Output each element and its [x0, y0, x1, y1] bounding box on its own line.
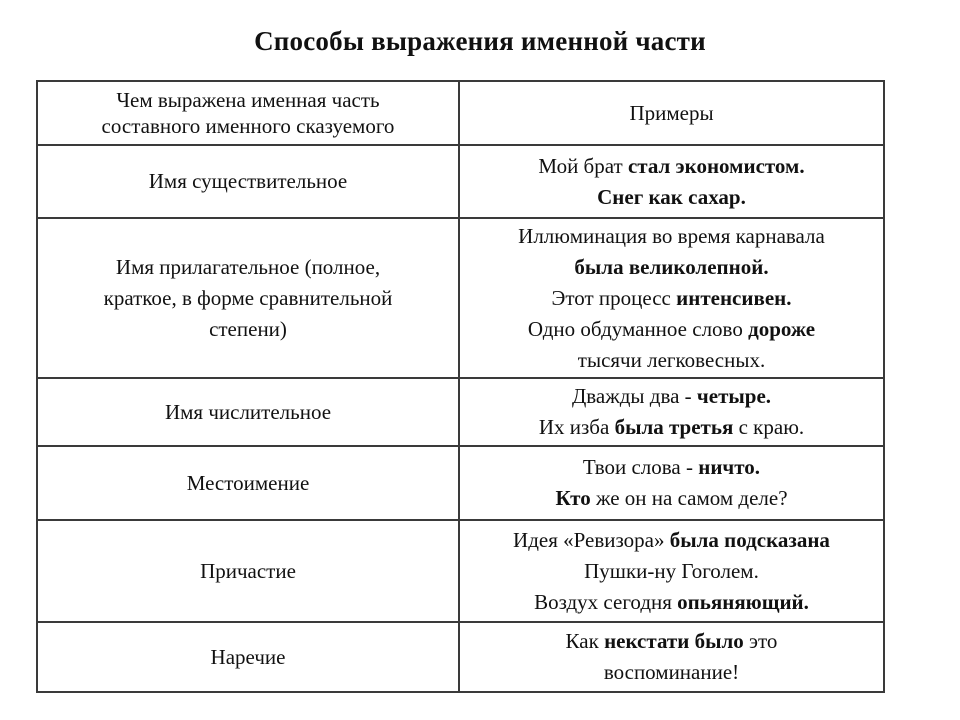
header-cell-examples — [459, 81, 884, 145]
example-text: Как — [565, 629, 605, 653]
type-label-line: степени) — [209, 316, 287, 341]
example-predicate: дороже — [748, 316, 816, 341]
example-predicate: была подсказана — [669, 527, 830, 552]
table-header-row — [37, 81, 884, 145]
example-predicate: Снег как сахар. — [597, 184, 746, 209]
example-text: с краю. — [733, 415, 805, 439]
example-text: Одно обдуманное слово — [527, 316, 749, 341]
predicate-table — [36, 80, 885, 693]
example-line — [466, 556, 877, 587]
example-text: Твои слова - — [582, 455, 699, 479]
example-text: Идея «Ревизора» — [513, 527, 670, 552]
example-predicate: некстати было — [604, 629, 744, 653]
example-cell — [459, 378, 884, 446]
page-title: Способы выражения именной части — [254, 26, 706, 56]
type-cell — [37, 520, 459, 622]
example-line — [466, 587, 877, 618]
type-label: Местоимение — [186, 470, 310, 495]
example-predicate: ничто. — [698, 455, 761, 479]
type-label: Наречие — [210, 644, 286, 669]
type-cell — [37, 378, 459, 446]
table-row — [37, 378, 884, 446]
type-cell — [37, 218, 459, 378]
example-line — [466, 151, 877, 182]
example-text: же он на самом деле? — [590, 486, 788, 510]
example-predicate: опьяняющий. — [677, 589, 809, 614]
type-label: Причастие — [200, 558, 296, 583]
example-cell — [459, 145, 884, 218]
example-line — [466, 182, 877, 213]
type-label: Имя числительное — [164, 399, 332, 424]
header-examples-label: Примеры — [629, 101, 714, 125]
example-text: Воздух сегодня — [534, 589, 678, 614]
example-line — [466, 283, 877, 314]
example-line — [466, 483, 877, 514]
type-cell — [37, 622, 459, 692]
type-label-line: краткое, в форме сравнительной — [103, 285, 393, 310]
type-label: Имя существительное — [148, 169, 348, 193]
example-line — [466, 657, 877, 688]
header-cell-type — [37, 81, 459, 145]
example-line — [466, 221, 877, 252]
example-text: Этот процесс — [551, 285, 677, 310]
example-text: воспоминание! — [603, 660, 740, 684]
table-row — [37, 446, 884, 520]
example-predicate: Кто — [555, 486, 591, 510]
table-row — [37, 622, 884, 692]
example-text: Дважды два - — [571, 384, 697, 408]
example-line — [466, 314, 877, 345]
example-line — [466, 452, 877, 483]
example-cell — [459, 446, 884, 520]
example-line — [466, 626, 877, 657]
example-text: это — [743, 629, 778, 653]
example-line — [466, 412, 877, 443]
example-cell — [459, 218, 884, 378]
type-cell — [37, 145, 459, 218]
example-text: тысячи легковесных. — [577, 347, 766, 372]
example-line — [466, 345, 877, 376]
example-text: Иллюминация во время карнавала — [518, 223, 825, 248]
table-row — [37, 520, 884, 622]
example-line — [466, 381, 877, 412]
example-line — [466, 252, 877, 283]
header-type-line: Чем выражена именная часть — [116, 88, 380, 112]
example-cell — [459, 622, 884, 692]
example-predicate: была великолепной. — [574, 254, 769, 279]
example-cell — [459, 520, 884, 622]
example-text: Мой брат — [538, 153, 628, 178]
example-predicate: четыре. — [696, 384, 772, 408]
type-cell — [37, 446, 459, 520]
example-predicate: была третья — [614, 415, 734, 439]
example-predicate: стал экономистом. — [627, 153, 805, 178]
table-row — [37, 145, 884, 218]
example-predicate: интенсивен. — [676, 285, 792, 310]
header-type-line: составного именного сказуемого — [101, 114, 395, 138]
table-row — [37, 218, 884, 378]
example-text: Пушки-ну Гоголем. — [584, 558, 759, 583]
example-text: Их изба — [538, 415, 615, 439]
example-line — [466, 525, 877, 556]
type-label-line: Имя прилагательное (полное, — [115, 254, 381, 279]
